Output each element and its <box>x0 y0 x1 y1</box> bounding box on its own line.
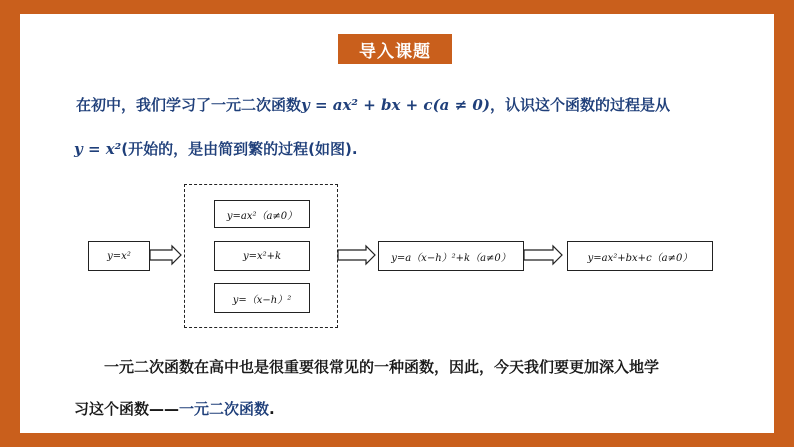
box-start: y=x² <box>88 241 150 271</box>
slide-title-badge: 导入课题 <box>338 34 452 64</box>
general-form-formula: y = ax² + bx + c(a ≠ 0) <box>301 96 490 114</box>
outro-highlight: 一元二次函数 <box>179 400 270 418</box>
basic-formula: y = x² <box>74 140 122 158</box>
box-middle-3: y=（x−h）² <box>214 283 310 313</box>
outro-text-c: . <box>269 400 275 418</box>
outro-text-a: 习这个函数—— <box>74 400 180 418</box>
box-general-form: y=ax²+bx+c（a≠0） <box>567 241 713 271</box>
intro-text-a: 在初中，我们学习了一元二次函数 <box>76 96 302 114</box>
arrow-1 <box>150 246 181 264</box>
arrow-2 <box>338 246 375 264</box>
intro-text-c: (开始的，是由简到繁的过程(如图). <box>121 140 358 158</box>
arrow-3 <box>524 246 562 264</box>
outro-line-2 <box>74 398 275 419</box>
box-middle-2: y=x²+k <box>214 241 310 271</box>
box-middle-1: y=ax²（a≠0） <box>214 200 310 228</box>
box-vertex-form: y=a（x−h）²+k（a≠0） <box>378 241 524 271</box>
intro-text-b: ，认识这个函数的过程是从 <box>489 96 670 114</box>
outro-line-1: 一元二次函数在高中也是很重要很常见的一种函数，因此，今天我们要更加深入地学 <box>104 358 660 376</box>
